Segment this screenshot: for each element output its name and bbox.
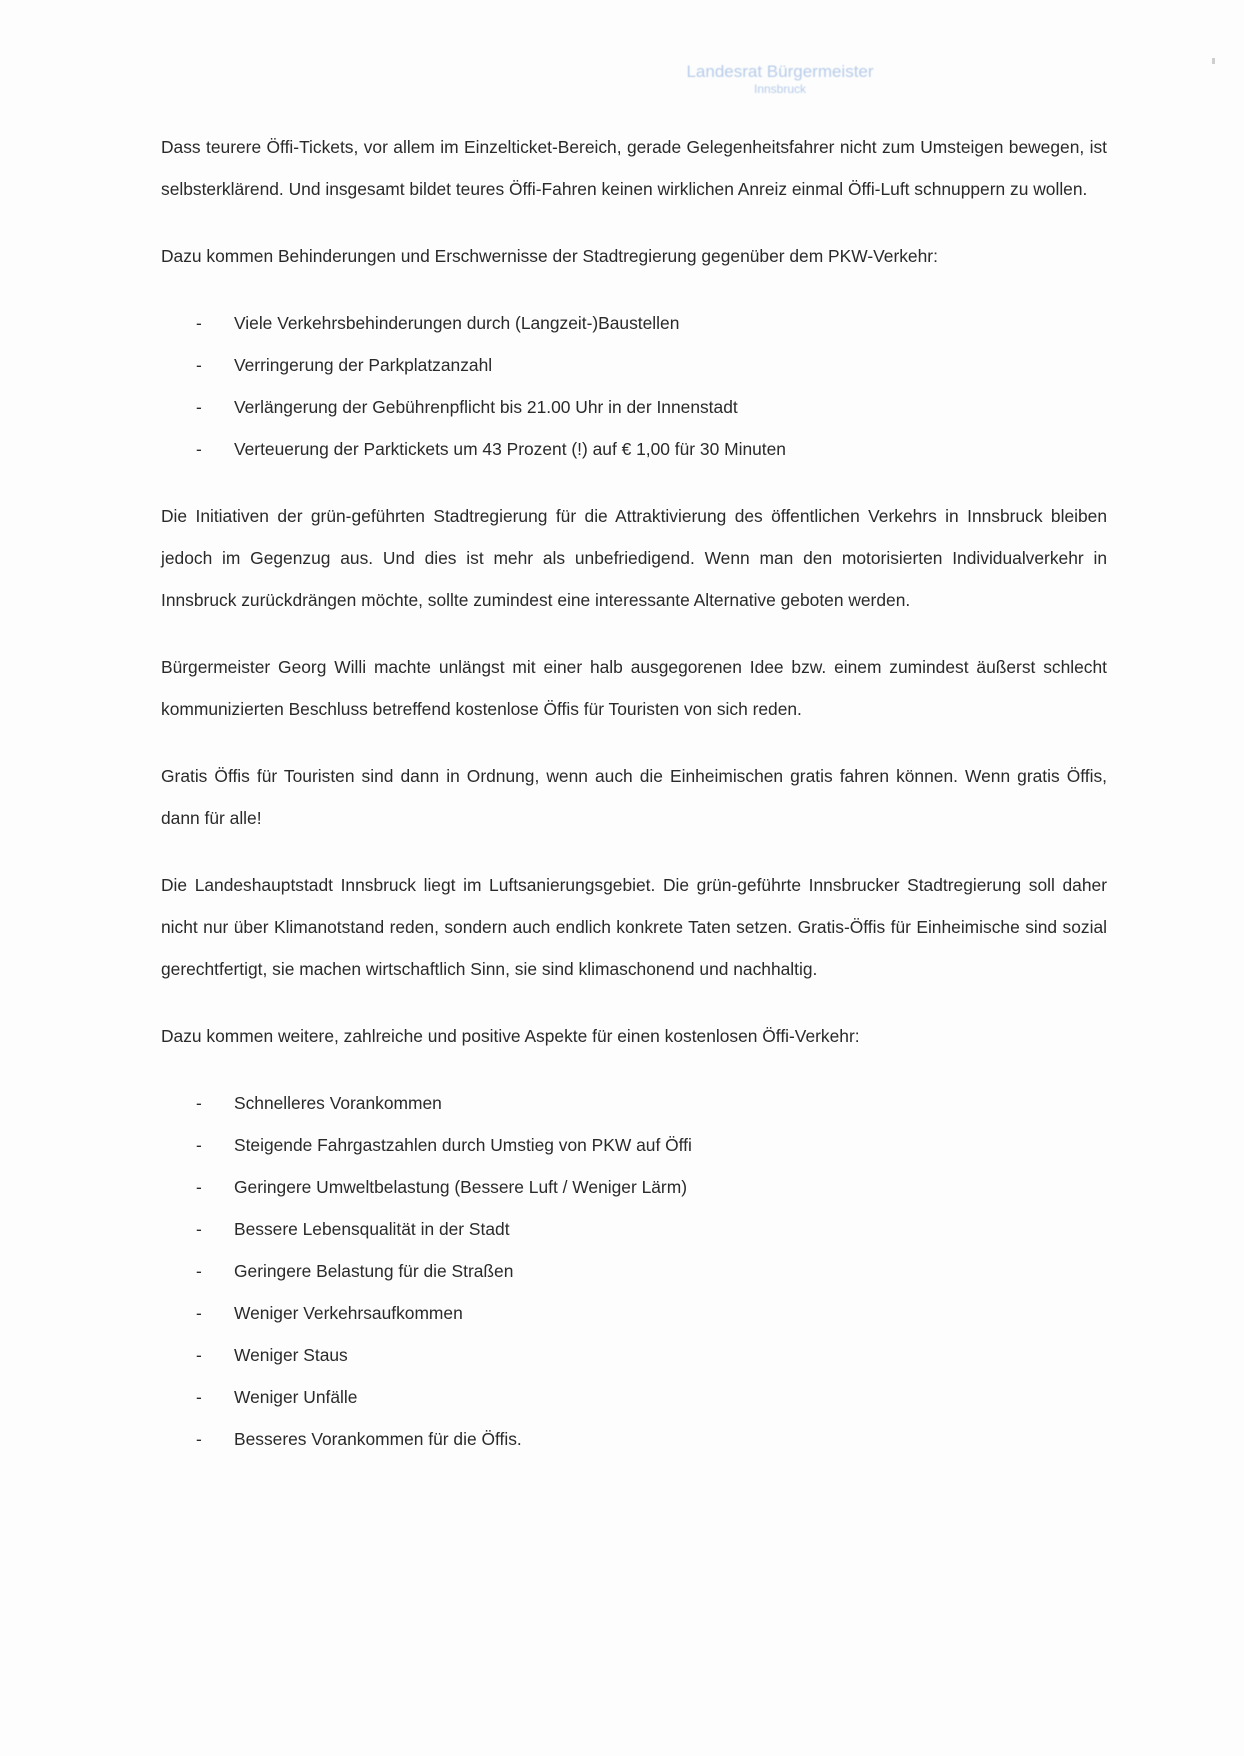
bullet-dash: - — [196, 397, 202, 417]
list-item — [161, 1292, 1107, 1334]
list-item-text: Besseres Vorankommen für die Öffis. — [234, 1429, 522, 1449]
bullet-dash: - — [196, 1303, 202, 1323]
list-item — [161, 302, 1107, 344]
bullet-dash: - — [196, 439, 202, 459]
bullet-dash: - — [196, 1345, 202, 1365]
paragraph-ticket-prices: Dass teurere Öffi-Tickets, vor allem im Einzelticket-Bereich, gerade Gelegenheitsfahrer nicht zum Umsteigen bewegen, ist selbsterklärend. Und insgesamt bildet teures Öffi-Fahren keinen wirklichen Anreiz einmal Öffi-Luft schnuppern zu wollen. — [161, 137, 1107, 199]
list-item-text: Geringere Belastung für die Straßen — [234, 1261, 514, 1281]
bullet-dash: - — [196, 1261, 202, 1281]
list-item-text: Steigende Fahrgastzahlen durch Umstieg von PKW auf Öffi — [234, 1135, 692, 1155]
bullet-dash: - — [196, 1387, 202, 1407]
bullet-list-obstacles — [161, 302, 1107, 470]
bullet-dash: - — [196, 313, 202, 333]
paragraph-air-quality: Die Landeshauptstadt Innsbruck liegt im Luftsanierungsgebiet. Die grün-geführte Innsbrucker Stadtregierung soll daher nicht nur über Klimanotstand reden, sondern auch endlich konkrete Taten setzen. Gratis-Öffis für Einheimische sind sozial gerechtfertigt, sie machen wirtschaftlich Sinn, sie sind klimaschonend und nachhaltig. — [161, 875, 1107, 979]
list-item-text: Weniger Staus — [234, 1345, 348, 1365]
paragraph-mayor: Bürgermeister Georg Willi machte unlängst mit einer halb ausgegorenen Idee bzw. einem zumindest äußerst schlecht kommunizierten Beschluss betreffend kostenlose Öffis für Touristen von sich reden. — [161, 657, 1107, 719]
document-body — [161, 126, 1107, 1485]
paragraph-free-transit: Gratis Öffis für Touristen sind dann in Ordnung, wenn auch die Einheimischen gratis fahren können. Wenn gratis Öffis, dann für alle! — [161, 766, 1107, 828]
list-item — [161, 1208, 1107, 1250]
list-item — [161, 1166, 1107, 1208]
list-item — [161, 386, 1107, 428]
bullet-dash: - — [196, 1429, 202, 1449]
list-item-text: Bessere Lebensqualität in der Stadt — [234, 1219, 510, 1239]
list-item-text: Verteuerung der Parktickets um 43 Prozent (!) auf € 1,00 für 30 Minuten — [234, 439, 786, 459]
list-item-text: Weniger Unfälle — [234, 1387, 358, 1407]
list-item-text: Schnelleres Vorankommen — [234, 1093, 442, 1113]
bullet-list-benefits — [161, 1082, 1107, 1460]
list-item-text: Viele Verkehrsbehinderungen durch (Langzeit-)Baustellen — [234, 313, 680, 333]
stamp-line-1: Landesrat Bürgermeister — [686, 62, 874, 81]
list-item — [161, 1250, 1107, 1292]
scan-mark — [1212, 58, 1215, 64]
list-item — [161, 428, 1107, 470]
list-item — [161, 344, 1107, 386]
paragraph-initiatives: Die Initiativen der grün-geführten Stadtregierung für die Attraktivierung des öffentlichen Verkehrs in Innsbruck bleiben jedoch im Gegenzug aus. Und dies ist mehr als unbefriedigend. Wenn man den motorisierten Individualverkehr in Innsbruck zurückdrängen möchte, sollte zumindest eine interessante Alternative geboten werden. — [161, 506, 1107, 610]
bullet-dash: - — [196, 1093, 202, 1113]
stamp-seal — [640, 62, 920, 96]
list-item — [161, 1376, 1107, 1418]
stamp-line-2: Innsbruck — [753, 82, 807, 96]
list-item-text: Geringere Umweltbelastung (Bessere Luft / Weniger Lärm) — [234, 1177, 687, 1197]
paragraph-obstacles-intro: Dazu kommen Behinderungen und Erschwernisse der Stadtregierung gegenüber dem PKW-Verkehr: — [161, 246, 938, 266]
bullet-dash: - — [196, 1135, 202, 1155]
bullet-dash: - — [196, 1219, 202, 1239]
list-item — [161, 1082, 1107, 1124]
bullet-dash: - — [196, 1177, 202, 1197]
list-item — [161, 1124, 1107, 1166]
bullet-dash: - — [196, 355, 202, 375]
list-item — [161, 1334, 1107, 1376]
paragraph-benefits-intro: Dazu kommen weitere, zahlreiche und positive Aspekte für einen kostenlosen Öffi-Verkehr: — [161, 1026, 860, 1046]
list-item-text: Verlängerung der Gebührenpflicht bis 21.00 Uhr in der Innenstadt — [234, 397, 738, 417]
list-item-text: Weniger Verkehrsaufkommen — [234, 1303, 463, 1323]
list-item — [161, 1418, 1107, 1460]
list-item-text: Verringerung der Parkplatzanzahl — [234, 355, 493, 375]
